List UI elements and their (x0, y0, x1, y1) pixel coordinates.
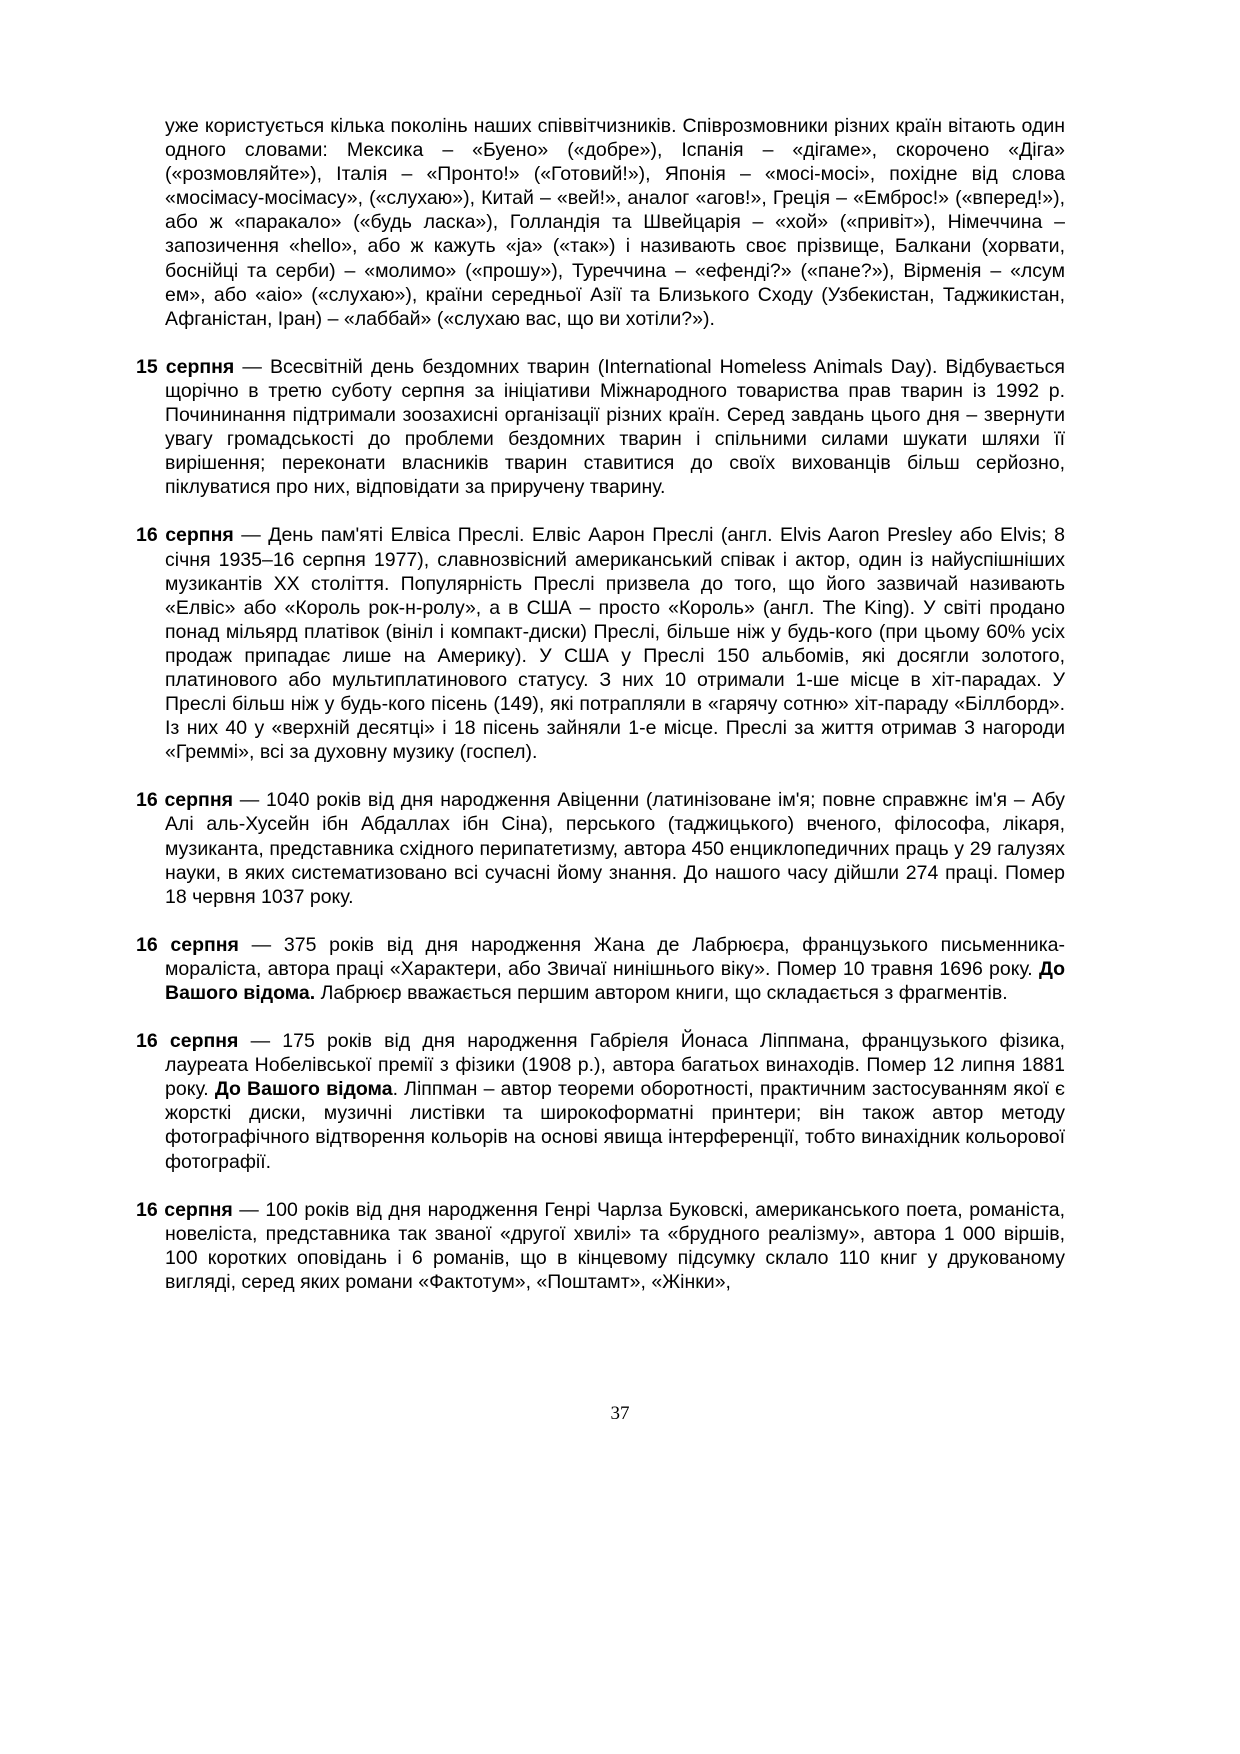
calendar-entry (136, 788, 1065, 908)
entry-text: — 1040 років від дня народження Авіценни (латинізоване ім'я; повне справжнє ім'я – Абу Алі аль-Хусейн ібн Абдаллах ібн Сіна), перського (таджицького) вченого, філософа, лікаря, музиканта, представника східного перипатетизму, автора 450 енциклопедичних праць у 29 галузях науки, в яких систематизовано всі сучасні йому знання. До нашого часу дійшли 274 праці. Помер 18 червня 1037 року. (165, 789, 1065, 908)
calendar-entry (136, 933, 1065, 1005)
entry-note-text: . Ліппман – автор теореми оборотності, практичним застосуванням якої є жорсткі диски, музичні листівки та широкоформатні принтери; він також автор методу фотографічного відтворення кольорів на основі явища інтерференції, тобто винахідник кольорової фотографії. (165, 1078, 1066, 1173)
calendar-entry (136, 523, 1065, 764)
entry-date: 15 серпня (136, 355, 235, 378)
entry-text: — 100 років від дня народження Генрі Чарлза Буковскі, американського поета, романіста, новеліста, представника так званої «другої хвилі» та «брудного реалізму», автора 1 000 віршів, 100 коротких оповідань і 6 романів, що в кінцевому підсумку склало 110 книг у друкованому вигляді, серед яких романи «Фактотум», «Поштамт», «Жінки», (165, 1198, 1065, 1293)
entry-text: — День пам'яті Елвіса Преслі. Елвіс Аарон Преслі (англ. Elvis Aaron Presley або Elvis; 8 січня 1935–16 серпня 1977), славнозвісний американський співак і актор, один із найуспішніших музикантів ХХ століття. Популярність Преслі призвела до того, що його зазвичай називають «Елвіс» або «Король рок-н-ролу», а в США – просто «Король» (англ. The King). У світі продано понад мільярд платівок (вініл і компакт-диски) Преслі, більше ніж у будь-кого (при цьому 60% усіх продаж припадає лише на Америку). У США у Преслі 150 альбомів, які досягли золотого, платинового або мультиплатинового статусу. З них 10 отримали 1-ше місце в хіт-парадах. У Преслі більш ніж у будь-кого пісень (149), які потрапляли в «гарячу сотню» хіт-параду «Біллборд». Із них 40 у «верхній десятці» і 18 пісень зайняли 1-е місце. Преслі за життя отримав 3 нагороди «Греммі», всі за духовну музику (госпел). (165, 524, 1065, 764)
entry-date: 16 серпня (136, 1030, 239, 1053)
entry-date: 16 серпня (136, 933, 239, 956)
entry-note-label: До Вашого відома (214, 1078, 393, 1101)
entry-date: 16 серпня (136, 524, 234, 547)
intro-paragraph: уже користується кілька поколінь наших співвітчизників. Співрозмовники різних країн вітають один одного словами: Мексика – «Буено» («добре»), Іспанія – «дігаме», скорочено «Діга» («розмовляйте»), Італія – «Пронто!» («Готовий!»), Японія – «мосі-мосі», похідне від слова «мосімасу-мосімасу», («слухаю»), Китай – «вей!», аналог «агов!», Греція – «Емброс!» («вперед!»), або ж «паракало» («будь ласка»), Голландія та Швейцарія – «хой» («привіт»), Німеччина – запозичення «hello», або ж кажуть «ja» («так») і називають своє прізвище, Балкани (хорвати, боснійці та серби) – «молимо» («прошу»), Туреччина – «ефенді?» («пане?»), Вірменія – «лсум ем», або «аіо» («слухаю»), країни середньої Азії та Близького Сходу (Узбекистан, Таджикистан, Афганістан, Іран) – «лаббай» («слухаю вас, що ви хотіли?»). (165, 115, 1065, 330)
entry-date: 16 серпня (136, 789, 233, 812)
entry-date: 16 серпня (136, 1198, 233, 1221)
calendar-entry (136, 1198, 1065, 1294)
calendar-entry (136, 1029, 1065, 1174)
entry-note-text: Лабрюєр вважається першим автором книги, що складається з фрагментів. (315, 982, 1008, 1004)
calendar-entry (136, 355, 1065, 500)
entry-note-label: До Вашого відома. (165, 957, 1065, 1004)
page-number: 37 (610, 1403, 630, 1424)
entry-text: — Всесвітній день бездомних тварин (International Homeless Animals Day). Відбувається щорічно в третю суботу серпня за ініціативи Міжнародного товариства прав тварин із 1992 р. Почининання підтримали зоозахисні організації різних країн. Серед завдань цього дня – звернути увагу громадськості до проблеми бездомних тварин і спільними силами шукати шляхи її вирішення; переконати власників тварин ставитися до своїх вихованців більш серйозно, піклуватися про них, відповідати за приручену тварину. (165, 355, 1065, 499)
page-body (136, 114, 1065, 1294)
entry-text: — 175 років від дня народження Габріеля Йонаса Ліппмана, французького фізика, лауреата Нобелівської премії з фізики (1908 р.), автора багатьох винаходів. Помер 12 липня 1881 року. (165, 1030, 1065, 1101)
entry-text: — 375 років від дня народження Жана де Лабрюєра, французького письменника-мораліста, автора праці «Характери, або Звичаї нинішнього віку». Помер 10 травня 1696 року. (165, 933, 1065, 980)
